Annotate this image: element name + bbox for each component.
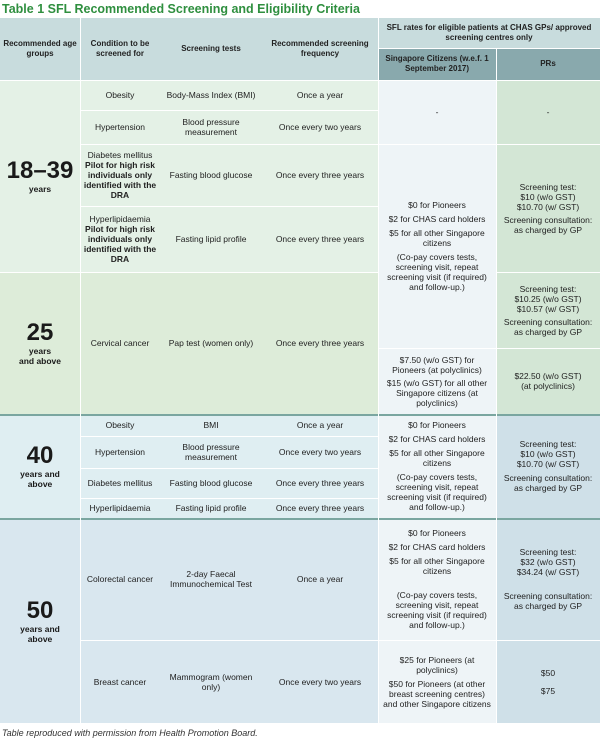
pr-rate-line: $22.50 (w/o GST)	[514, 371, 582, 381]
age-group-years: years and	[20, 623, 60, 634]
test-blood-pressure: Blood pressure measurement	[160, 110, 262, 144]
grid-line	[378, 348, 600, 349]
age-group-25	[0, 272, 80, 414]
grid-line	[378, 18, 379, 723]
test-bmi: BMI	[160, 414, 262, 436]
table-title: Table 1 SFL Recommended Screening and Eligibility Criteria	[0, 0, 600, 18]
condition-name: Diabetes mellitus	[87, 150, 153, 160]
sc-rate-line: $2 for CHAS card holders	[388, 214, 486, 224]
pr-rate-line: $75	[540, 685, 556, 696]
sc-rate-group3	[378, 414, 496, 518]
pr-rate-line: Screening test:	[519, 439, 577, 449]
frequency-hyperlipidaemia: Once every three years	[262, 206, 378, 272]
grid-line	[80, 144, 600, 145]
age-group-number: 25	[26, 319, 54, 346]
pr-rate-line: Screening consultation: as charged by GP	[503, 473, 593, 493]
pr-rate-line: $10.57 (w/ GST)	[516, 303, 580, 314]
table-caption: Table reproduced with permission from Health Promotion Board.	[2, 728, 258, 738]
condition-colorectal: Colorectal cancer	[80, 518, 160, 640]
sc-rate-line: (Co-pay covers tests, screening visit, repeat screening visit (if required) and follow-up.)	[387, 472, 487, 512]
frequency-hyperlipidaemia: Once every three years	[262, 498, 378, 518]
pr-rate-breast	[496, 640, 600, 723]
sc-rate-line: $25 for Pioneers (at polyclinics)	[399, 654, 475, 675]
sc-rate-colorectal	[378, 518, 496, 640]
condition-note: Pilot for high risk individuals only identified with the DRA	[83, 160, 157, 200]
frequency-obesity: Once a year	[262, 414, 378, 436]
condition-hypertension: Hypertension	[80, 110, 160, 144]
sc-rate-line: $0 for Pioneers	[408, 200, 466, 210]
pr-rate-line: Screening consultation: as charged by GP	[503, 214, 593, 235]
grid-line	[378, 48, 600, 49]
pr-rate-line: $34.24 (w/ GST)	[516, 567, 580, 577]
grid-line	[80, 436, 378, 437]
test-mammogram: Mammogram (women only)	[160, 640, 262, 723]
sc-rate-line: $0 for Pioneers	[408, 528, 466, 538]
sc-rate-line: $5 for all other Singapore citizens	[389, 556, 485, 576]
sc-rate-line: Pioneers (at polyclinics)	[392, 364, 482, 375]
test-blood-pressure: Blood pressure measurement	[160, 436, 262, 468]
condition-hypertension: Hypertension	[80, 436, 160, 468]
frequency-diabetes: Once every three years	[262, 144, 378, 206]
sc-rate-line: $5 for all other Singapore citizens	[389, 448, 485, 468]
grid-line	[80, 468, 378, 469]
test-fasting-lipid: Fasting lipid profile	[160, 206, 262, 272]
grid-line	[0, 518, 600, 520]
pr-rate-dash: -	[496, 80, 600, 144]
age-group-50	[0, 518, 80, 723]
age-group-above: above	[27, 479, 53, 489]
pr-rate-line: $10.70 (w/ GST)	[516, 201, 580, 212]
sc-rate-polyclinic	[378, 348, 496, 414]
pr-rate-colorectal	[496, 518, 600, 640]
frequency-hypertension: Once every two years	[262, 436, 378, 468]
frequency-cervical: Once every three years	[262, 272, 378, 414]
pr-rate-line: $10.70 (w/ GST)	[516, 459, 580, 469]
sc-rate-dash: -	[378, 80, 496, 144]
age-group-40	[0, 414, 80, 518]
condition-obesity: Obesity	[80, 80, 160, 110]
pr-rate-line: $32 (w/o GST)	[520, 557, 576, 567]
pr-rate-line: $10 (w/o GST)	[520, 191, 576, 202]
age-group-number: 50	[26, 596, 54, 624]
age-group-years: years	[28, 184, 52, 194]
condition-hyperlipidaemia: Hyperlipidaemia	[80, 498, 160, 518]
age-group-years: years	[28, 346, 52, 356]
pr-rate-line: (at polyclinics)	[521, 381, 575, 391]
sc-rate-line: $2 for CHAS card holders	[388, 434, 486, 444]
header-prs: PRs	[496, 48, 600, 80]
test-fit: 2-day Faecal Immunochemical Test	[160, 518, 262, 640]
pr-rate-polyclinic	[496, 348, 600, 414]
grid-line	[0, 80, 600, 81]
header-tests: Screening tests	[160, 18, 262, 80]
pr-rate-group1	[496, 144, 600, 272]
grid-line	[0, 272, 378, 273]
sc-rate-line: $7.50 (w/o GST) for	[399, 354, 475, 365]
header-frequency: Recommended screening frequency	[262, 18, 378, 80]
sc-rate-breast	[378, 640, 496, 723]
test-fasting-lipid: Fasting lipid profile	[160, 498, 262, 518]
grid-line	[80, 640, 600, 641]
grid-line	[80, 18, 81, 723]
frequency-hypertension: Once every two years	[262, 110, 378, 144]
sc-rate-shared	[378, 144, 496, 348]
pr-rate-line: $10 (w/o GST)	[520, 449, 576, 459]
grid-line	[80, 206, 378, 207]
pr-rate-line: Screening consultation: as charged by GP	[503, 316, 593, 337]
grid-line	[80, 110, 378, 111]
sc-rate-line: $5 for all other Singapore citizens	[389, 228, 485, 248]
test-bmi: Body-Mass Index (BMI)	[160, 80, 262, 110]
pr-rate-line: $10.25 (w/o GST)	[514, 293, 582, 304]
condition-obesity: Obesity	[80, 414, 160, 436]
sc-rate-line: $2 for CHAS card holders	[388, 542, 486, 552]
test-fasting-glucose: Fasting blood glucose	[160, 144, 262, 206]
sc-rate-line: (Co-pay covers tests, screening visit, repeat screening visit (if required) and follow-up.)	[387, 590, 487, 630]
age-group-years: years and	[20, 469, 60, 479]
condition-note: Pilot for high risk individuals only identified with the DRA	[83, 224, 157, 264]
condition-diabetes: Diabetes mellitus	[80, 468, 160, 498]
header-rates: SFL rates for eligible patients at CHAS GPs/ approved screening centres only	[378, 18, 600, 48]
pr-rate-line: Screening test:	[519, 547, 577, 557]
grid-line	[496, 48, 497, 723]
condition-name: Hyperlipidaemia	[89, 214, 151, 224]
grid-line	[0, 414, 600, 416]
frequency-obesity: Once a year	[262, 80, 378, 110]
header-singapore: Singapore Citizens (w.e.f. 1 September 2017)	[378, 48, 496, 80]
age-group-number: 18–39	[6, 157, 74, 184]
frequency-diabetes: Once every three years	[262, 468, 378, 498]
pr-rate-cervical	[496, 272, 600, 348]
frequency-breast: Once every two years	[262, 640, 378, 723]
sc-rate-line: $0 for Pioneers	[408, 420, 466, 430]
sc-rate-line: $15 (w/o GST) for all other Singapore citizens (at polyclinics)	[386, 377, 488, 408]
age-group-18-39	[0, 80, 80, 272]
pr-rate-line: $50	[540, 667, 556, 678]
pr-rate-line: Screening test:	[519, 181, 577, 192]
pr-rate-line: Screening test:	[519, 283, 577, 294]
header-age: Recommended age groups	[0, 18, 80, 80]
sc-rate-line: (Co-pay covers tests, screening visit, repeat screening visit (if required) and follow-up.)	[387, 252, 487, 292]
grid-line	[80, 498, 378, 499]
screening-table	[0, 18, 600, 723]
header-condition: Condition to be screened for	[80, 18, 160, 80]
condition-hyperlipidaemia	[80, 206, 160, 272]
test-pap: Pap test (women only)	[160, 272, 262, 414]
age-group-above: above	[27, 633, 53, 644]
condition-cervical: Cervical cancer	[80, 272, 160, 414]
condition-breast: Breast cancer	[80, 640, 160, 723]
pr-rate-line: Screening consultation: as charged by GP	[503, 591, 593, 611]
age-group-number: 40	[26, 442, 54, 469]
test-fasting-glucose: Fasting blood glucose	[160, 468, 262, 498]
pr-rate-group3	[496, 414, 600, 518]
grid-line	[496, 272, 600, 273]
age-group-above: and above	[18, 356, 62, 366]
sc-rate-line: $50 for Pioneers (at other breast screening centres) and other Singapore citizens	[383, 678, 491, 709]
condition-diabetes	[80, 144, 160, 206]
frequency-colorectal: Once a year	[262, 518, 378, 640]
